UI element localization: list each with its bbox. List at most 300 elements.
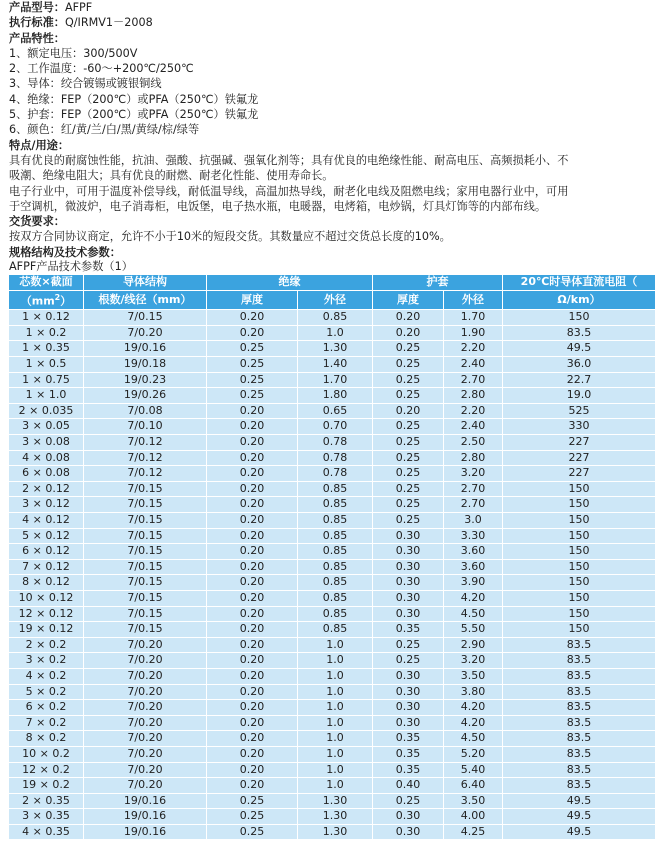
cell-sheath-thickness: 0.30 bbox=[373, 544, 443, 559]
cell-sheath-thickness: 0.30 bbox=[373, 607, 443, 622]
cell-resistance: 150 bbox=[503, 310, 655, 325]
table-row bbox=[9, 575, 655, 590]
header-insulation: 绝缘 bbox=[207, 275, 372, 290]
cell-ins-thickness: 0.20 bbox=[207, 513, 297, 528]
cell-cores-area: 8 × 0.2 bbox=[9, 731, 83, 746]
cell-cores-area: 4 × 0.2 bbox=[9, 669, 83, 684]
cell-sheath-thickness: 0.30 bbox=[373, 575, 443, 590]
features-heading: 产品特性： bbox=[9, 31, 65, 45]
cell-sheath-outer: 4.50 bbox=[444, 731, 502, 746]
cell-cores-area: 7 × 0.12 bbox=[9, 560, 83, 575]
cell-ins-outer: 1.0 bbox=[298, 731, 372, 746]
cell-ins-thickness: 0.20 bbox=[207, 326, 297, 341]
cell-ins-outer: 1.30 bbox=[298, 341, 372, 356]
cell-resistance: 150 bbox=[503, 575, 655, 590]
cell-sheath-outer: 2.20 bbox=[444, 404, 502, 419]
cell-conductor: 7/0.15 bbox=[84, 622, 206, 637]
cell-ins-outer: 1.30 bbox=[298, 825, 372, 840]
cell-sheath-thickness: 0.25 bbox=[373, 466, 443, 481]
header-unit-text: （mm bbox=[20, 294, 55, 308]
cell-ins-outer: 0.65 bbox=[298, 404, 372, 419]
cell-conductor: 7/0.15 bbox=[84, 529, 206, 544]
cell-sheath-outer: 2.50 bbox=[444, 435, 502, 450]
cell-sheath-outer: 5.40 bbox=[444, 763, 502, 778]
spec-heading: 规格结构及技术参数： bbox=[9, 245, 121, 259]
cell-ins-outer: 0.85 bbox=[298, 482, 372, 497]
cell-sheath-outer: 3.60 bbox=[444, 560, 502, 575]
cell-ins-thickness: 0.20 bbox=[207, 560, 297, 575]
cell-sheath-outer: 4.50 bbox=[444, 607, 502, 622]
cell-resistance: 150 bbox=[503, 560, 655, 575]
cell-conductor: 7/0.15 bbox=[84, 560, 206, 575]
cell-ins-thickness: 0.20 bbox=[207, 763, 297, 778]
delivery-heading: 交货要求： bbox=[9, 215, 65, 229]
cell-conductor: 7/0.10 bbox=[84, 419, 206, 434]
feature-item: 1、额定电压：300/500V bbox=[9, 46, 138, 60]
cell-ins-outer: 0.85 bbox=[298, 591, 372, 606]
table-row bbox=[9, 310, 655, 325]
cell-ins-thickness: 0.20 bbox=[207, 591, 297, 606]
table-row bbox=[9, 388, 655, 403]
cell-sheath-outer: 1.70 bbox=[444, 310, 502, 325]
cell-sheath-thickness: 0.30 bbox=[373, 669, 443, 684]
cell-sheath-outer: 3.50 bbox=[444, 669, 502, 684]
cell-sheath-outer: 2.90 bbox=[444, 638, 502, 653]
cell-resistance: 83.5 bbox=[503, 716, 655, 731]
table-row bbox=[9, 716, 655, 731]
cell-sheath-outer: 3.80 bbox=[444, 685, 502, 700]
cell-resistance: 49.5 bbox=[503, 794, 655, 809]
cell-sheath-thickness: 0.30 bbox=[373, 825, 443, 840]
cell-sheath-outer: 2.70 bbox=[444, 373, 502, 388]
cell-conductor: 19/0.16 bbox=[84, 341, 206, 356]
cell-resistance: 83.5 bbox=[503, 763, 655, 778]
cell-sheath-thickness: 0.35 bbox=[373, 622, 443, 637]
cell-sheath-thickness: 0.30 bbox=[373, 685, 443, 700]
cell-cores-area: 7 × 0.2 bbox=[9, 716, 83, 731]
cell-sheath-outer: 2.80 bbox=[444, 451, 502, 466]
cell-ins-outer: 1.0 bbox=[298, 653, 372, 668]
cell-sheath-thickness: 0.25 bbox=[373, 653, 443, 668]
cell-sheath-outer: 3.20 bbox=[444, 466, 502, 481]
cell-cores-area: 3 × 0.12 bbox=[9, 497, 83, 512]
cell-sheath-thickness: 0.25 bbox=[373, 513, 443, 528]
feature-item: 2、工作温度：-60～+200℃/250℃ bbox=[9, 62, 194, 76]
model-line bbox=[9, 0, 651, 15]
cell-resistance: 22.7 bbox=[503, 373, 655, 388]
cell-ins-outer: 1.0 bbox=[298, 685, 372, 700]
table-row bbox=[9, 419, 655, 434]
cell-ins-thickness: 0.20 bbox=[207, 778, 297, 793]
cell-ins-thickness: 0.20 bbox=[207, 731, 297, 746]
cell-sheath-thickness: 0.25 bbox=[373, 482, 443, 497]
feature-item: 4、绝缘：FEP（200℃）或PFA（250℃）铁氟龙 bbox=[9, 92, 259, 106]
cell-resistance: 19.0 bbox=[503, 388, 655, 403]
cell-conductor: 7/0.15 bbox=[84, 607, 206, 622]
cell-sheath-outer: 3.20 bbox=[444, 653, 502, 668]
header-resistance-unit: Ω/km） bbox=[503, 291, 655, 309]
cell-ins-outer: 0.85 bbox=[298, 622, 372, 637]
cell-conductor: 7/0.12 bbox=[84, 466, 206, 481]
cell-conductor: 7/0.20 bbox=[84, 716, 206, 731]
cell-cores-area: 2 × 0.35 bbox=[9, 794, 83, 809]
cell-cores-area: 4 × 0.12 bbox=[9, 513, 83, 528]
cell-conductor: 19/0.16 bbox=[84, 825, 206, 840]
cell-ins-thickness: 0.20 bbox=[207, 607, 297, 622]
cell-sheath-thickness: 0.30 bbox=[373, 700, 443, 715]
cell-sheath-outer: 2.40 bbox=[444, 419, 502, 434]
table-row bbox=[9, 326, 655, 341]
cell-conductor: 7/0.20 bbox=[84, 669, 206, 684]
cell-conductor: 7/0.20 bbox=[84, 653, 206, 668]
table-row bbox=[9, 669, 655, 684]
cell-sheath-thickness: 0.20 bbox=[373, 404, 443, 419]
cell-ins-outer: 1.30 bbox=[298, 794, 372, 809]
cell-ins-outer: 1.80 bbox=[298, 388, 372, 403]
cell-ins-outer: 1.30 bbox=[298, 809, 372, 824]
cell-ins-thickness: 0.25 bbox=[207, 357, 297, 372]
cell-sheath-outer: 2.70 bbox=[444, 482, 502, 497]
cell-cores-area: 4 × 0.08 bbox=[9, 451, 83, 466]
cell-sheath-thickness: 0.25 bbox=[373, 435, 443, 450]
cell-conductor: 7/0.15 bbox=[84, 591, 206, 606]
cell-conductor: 7/0.15 bbox=[84, 513, 206, 528]
cell-cores-area: 1 × 0.35 bbox=[9, 341, 83, 356]
cell-sheath-outer: 2.70 bbox=[444, 497, 502, 512]
cell-ins-outer: 0.85 bbox=[298, 607, 372, 622]
feature-item: 6、颜色：红/黄/兰/白/黑/黄绿/棕/绿等 bbox=[9, 123, 200, 137]
cell-cores-area: 10 × 0.2 bbox=[9, 747, 83, 762]
cell-sheath-outer: 2.80 bbox=[444, 388, 502, 403]
cell-sheath-thickness: 0.25 bbox=[373, 497, 443, 512]
cell-cores-area: 1 × 0.12 bbox=[9, 310, 83, 325]
cell-cores-area: 3 × 0.08 bbox=[9, 435, 83, 450]
cell-cores-area: 3 × 0.35 bbox=[9, 809, 83, 824]
cell-resistance: 227 bbox=[503, 451, 655, 466]
cell-sheath-thickness: 0.25 bbox=[373, 451, 443, 466]
cell-resistance: 36.0 bbox=[503, 357, 655, 372]
header-sheath-outer: 外径 bbox=[444, 291, 502, 309]
table-row bbox=[9, 341, 655, 356]
cell-resistance: 83.5 bbox=[503, 747, 655, 762]
cell-resistance: 150 bbox=[503, 607, 655, 622]
cell-conductor: 19/0.16 bbox=[84, 794, 206, 809]
cell-conductor: 7/0.08 bbox=[84, 404, 206, 419]
cell-ins-outer: 1.0 bbox=[298, 716, 372, 731]
cell-cores-area: 1 × 0.75 bbox=[9, 373, 83, 388]
table-row bbox=[9, 435, 655, 450]
cell-conductor: 7/0.15 bbox=[84, 497, 206, 512]
uses-heading: 特点/用途： bbox=[9, 138, 70, 152]
cell-conductor: 7/0.15 bbox=[84, 575, 206, 590]
table-row bbox=[9, 809, 655, 824]
cell-sheath-outer: 3.30 bbox=[444, 529, 502, 544]
cell-cores-area: 6 × 0.08 bbox=[9, 466, 83, 481]
cell-sheath-thickness: 0.25 bbox=[373, 388, 443, 403]
cell-sheath-outer: 2.20 bbox=[444, 341, 502, 356]
cell-ins-thickness: 0.25 bbox=[207, 373, 297, 388]
cell-resistance: 227 bbox=[503, 435, 655, 450]
cell-conductor: 19/0.16 bbox=[84, 809, 206, 824]
cell-ins-outer: 1.0 bbox=[298, 638, 372, 653]
cell-cores-area: 8 × 0.12 bbox=[9, 575, 83, 590]
cell-cores-area: 1 × 0.5 bbox=[9, 357, 83, 372]
cell-ins-thickness: 0.20 bbox=[207, 404, 297, 419]
cell-ins-thickness: 0.20 bbox=[207, 544, 297, 559]
cell-ins-thickness: 0.20 bbox=[207, 653, 297, 668]
cell-ins-outer: 1.0 bbox=[298, 700, 372, 715]
cell-sheath-thickness: 0.40 bbox=[373, 778, 443, 793]
cell-sheath-outer: 3.90 bbox=[444, 575, 502, 590]
uses-text: 吸潮、绝缘电阻大；具有优良的耐燃、耐老化性能、使用寿命长。 bbox=[9, 169, 334, 183]
table-row bbox=[9, 544, 655, 559]
uses-text: 电子行业中，可用于温度补偿导线，耐低温导线，高温加热导线，耐老化电线及阻燃电线；家用电器行业中，可用 bbox=[9, 184, 569, 198]
cell-sheath-thickness: 0.20 bbox=[373, 326, 443, 341]
cell-sheath-outer: 1.90 bbox=[444, 326, 502, 341]
cell-sheath-thickness: 0.30 bbox=[373, 716, 443, 731]
header-conductor-sub: 根数/线径（mm） bbox=[84, 291, 206, 309]
table-row bbox=[9, 529, 655, 544]
cell-cores-area: 2 × 0.2 bbox=[9, 638, 83, 653]
table-row bbox=[9, 591, 655, 606]
cell-ins-thickness: 0.20 bbox=[207, 529, 297, 544]
cell-ins-outer: 0.85 bbox=[298, 575, 372, 590]
delivery-text: 按双方合同协议商定，允许不小于10米的短段交货。其数量应不超过交货总长度的10%。 bbox=[9, 230, 451, 244]
header-cores-area: 芯数×截面 bbox=[9, 275, 83, 290]
standard-label: 执行标准： bbox=[9, 16, 65, 30]
cell-sheath-thickness: 0.25 bbox=[373, 341, 443, 356]
table-row bbox=[9, 451, 655, 466]
cell-ins-thickness: 0.20 bbox=[207, 482, 297, 497]
cell-resistance: 83.5 bbox=[503, 778, 655, 793]
cell-ins-thickness: 0.20 bbox=[207, 419, 297, 434]
cell-ins-thickness: 0.20 bbox=[207, 451, 297, 466]
cell-resistance: 49.5 bbox=[503, 341, 655, 356]
cell-ins-outer: 1.0 bbox=[298, 763, 372, 778]
cell-sheath-thickness: 0.30 bbox=[373, 560, 443, 575]
cell-sheath-outer: 5.20 bbox=[444, 747, 502, 762]
table-row bbox=[9, 497, 655, 512]
cell-cores-area: 6 × 0.2 bbox=[9, 700, 83, 715]
cell-conductor: 7/0.12 bbox=[84, 451, 206, 466]
table-row bbox=[9, 482, 655, 497]
table-row bbox=[9, 794, 655, 809]
cell-sheath-outer: 4.20 bbox=[444, 716, 502, 731]
cell-resistance: 525 bbox=[503, 404, 655, 419]
model-label: 产品型号： bbox=[9, 1, 65, 14]
cell-ins-outer: 0.85 bbox=[298, 560, 372, 575]
cell-resistance: 83.5 bbox=[503, 653, 655, 668]
cell-sheath-outer: 2.40 bbox=[444, 357, 502, 372]
cell-ins-outer: 1.40 bbox=[298, 357, 372, 372]
cell-ins-thickness: 0.20 bbox=[207, 700, 297, 715]
cell-resistance: 330 bbox=[503, 419, 655, 434]
table-row bbox=[9, 607, 655, 622]
cell-resistance: 150 bbox=[503, 544, 655, 559]
cell-conductor: 7/0.20 bbox=[84, 731, 206, 746]
cell-cores-area: 12 × 0.2 bbox=[9, 763, 83, 778]
cell-ins-outer: 1.0 bbox=[298, 778, 372, 793]
cell-ins-thickness: 0.25 bbox=[207, 388, 297, 403]
cell-resistance: 227 bbox=[503, 466, 655, 481]
uses-text: 具有优良的耐腐蚀性能，抗油、强酸、抗强碱、强氧化剂等；具有优良的电绝缘性能、耐高电压、高频损耗小、不 bbox=[9, 153, 569, 167]
cell-cores-area: 2 × 0.035 bbox=[9, 404, 83, 419]
cell-sheath-thickness: 0.25 bbox=[373, 638, 443, 653]
cell-resistance: 150 bbox=[503, 622, 655, 637]
header-unit-close: ） bbox=[60, 294, 72, 308]
cell-conductor: 7/0.15 bbox=[84, 544, 206, 559]
cell-ins-outer: 0.78 bbox=[298, 451, 372, 466]
cell-cores-area: 4 × 0.35 bbox=[9, 825, 83, 840]
table-row bbox=[9, 731, 655, 746]
cell-sheath-outer: 4.20 bbox=[444, 700, 502, 715]
cell-sheath-outer: 5.50 bbox=[444, 622, 502, 637]
cell-resistance: 83.5 bbox=[503, 638, 655, 653]
cell-conductor: 7/0.12 bbox=[84, 435, 206, 450]
spec-table bbox=[8, 274, 656, 840]
table-row bbox=[9, 622, 655, 637]
cell-cores-area: 1 × 1.0 bbox=[9, 388, 83, 403]
table-row bbox=[9, 357, 655, 372]
cell-sheath-outer: 6.40 bbox=[444, 778, 502, 793]
table-row bbox=[9, 466, 655, 481]
cell-cores-area: 6 × 0.12 bbox=[9, 544, 83, 559]
cell-ins-thickness: 0.20 bbox=[207, 497, 297, 512]
cell-sheath-outer: 4.25 bbox=[444, 825, 502, 840]
cell-resistance: 49.5 bbox=[503, 809, 655, 824]
header-unit bbox=[9, 291, 83, 309]
cell-resistance: 83.5 bbox=[503, 685, 655, 700]
cell-sheath-thickness: 0.25 bbox=[373, 373, 443, 388]
table-row bbox=[9, 825, 655, 840]
cell-conductor: 7/0.15 bbox=[84, 310, 206, 325]
feature-item: 5、护套：FEP（200℃）或PFA（250℃）铁氟龙 bbox=[9, 108, 259, 122]
cell-cores-area: 3 × 0.2 bbox=[9, 653, 83, 668]
uses-text: 于空调机，微波炉，电子消毒柜，电饭堡，电子热水瓶，电暖器，电烤箱，电炒锅，灯具灯饰等的内部布线。 bbox=[9, 199, 547, 213]
cell-sheath-outer: 3.0 bbox=[444, 513, 502, 528]
cell-sheath-thickness: 0.30 bbox=[373, 529, 443, 544]
cell-sheath-thickness: 0.25 bbox=[373, 794, 443, 809]
table-row bbox=[9, 638, 655, 653]
table-row bbox=[9, 513, 655, 528]
cell-sheath-outer: 3.60 bbox=[444, 544, 502, 559]
cell-conductor: 7/0.20 bbox=[84, 763, 206, 778]
cell-resistance: 83.5 bbox=[503, 731, 655, 746]
cell-sheath-thickness: 0.35 bbox=[373, 731, 443, 746]
table-row bbox=[9, 404, 655, 419]
cell-ins-outer: 0.78 bbox=[298, 466, 372, 481]
cell-conductor: 7/0.20 bbox=[84, 638, 206, 653]
table-caption: AFPF产品技术参数（1） bbox=[9, 260, 133, 274]
header-ins-thickness: 厚度 bbox=[207, 291, 297, 309]
cell-ins-thickness: 0.20 bbox=[207, 310, 297, 325]
cell-ins-outer: 0.85 bbox=[298, 513, 372, 528]
cell-conductor: 7/0.20 bbox=[84, 685, 206, 700]
cell-ins-outer: 0.70 bbox=[298, 419, 372, 434]
cell-ins-outer: 0.85 bbox=[298, 529, 372, 544]
header-unit-sup: 2 bbox=[54, 293, 61, 303]
cell-ins-outer: 1.0 bbox=[298, 326, 372, 341]
cell-ins-thickness: 0.20 bbox=[207, 747, 297, 762]
cell-conductor: 19/0.23 bbox=[84, 373, 206, 388]
cell-sheath-thickness: 0.35 bbox=[373, 763, 443, 778]
cell-ins-outer: 0.85 bbox=[298, 310, 372, 325]
cell-cores-area: 2 × 0.12 bbox=[9, 482, 83, 497]
cell-sheath-thickness: 0.25 bbox=[373, 419, 443, 434]
cell-ins-thickness: 0.20 bbox=[207, 669, 297, 684]
header-conductor: 导体结构 bbox=[84, 275, 206, 290]
cell-sheath-outer: 3.50 bbox=[444, 794, 502, 809]
header-resistance: 20℃时导体直流电阻（ bbox=[503, 275, 655, 290]
cell-sheath-thickness: 0.30 bbox=[373, 809, 443, 824]
cell-cores-area: 12 × 0.12 bbox=[9, 607, 83, 622]
cell-ins-thickness: 0.20 bbox=[207, 685, 297, 700]
cell-ins-thickness: 0.20 bbox=[207, 716, 297, 731]
cell-conductor: 7/0.20 bbox=[84, 326, 206, 341]
cell-cores-area: 1 × 0.2 bbox=[9, 326, 83, 341]
cell-resistance: 83.5 bbox=[503, 326, 655, 341]
cell-cores-area: 19 × 0.2 bbox=[9, 778, 83, 793]
cell-resistance: 150 bbox=[503, 497, 655, 512]
cell-conductor: 7/0.20 bbox=[84, 747, 206, 762]
cell-cores-area: 5 × 0.2 bbox=[9, 685, 83, 700]
standard-value: Q/IRMV1－2008 bbox=[64, 16, 153, 30]
cell-resistance: 150 bbox=[503, 482, 655, 497]
cell-resistance: 150 bbox=[503, 529, 655, 544]
table-row bbox=[9, 778, 655, 793]
cell-ins-thickness: 0.25 bbox=[207, 809, 297, 824]
cell-ins-outer: 1.0 bbox=[298, 669, 372, 684]
header-sheath-thickness: 厚度 bbox=[373, 291, 443, 309]
cell-ins-thickness: 0.25 bbox=[207, 794, 297, 809]
table-row bbox=[9, 763, 655, 778]
cell-sheath-outer: 4.00 bbox=[444, 809, 502, 824]
cell-resistance: 150 bbox=[503, 591, 655, 606]
cell-resistance: 83.5 bbox=[503, 700, 655, 715]
standard-line bbox=[9, 15, 651, 30]
cell-ins-thickness: 0.20 bbox=[207, 575, 297, 590]
cell-cores-area: 5 × 0.12 bbox=[9, 529, 83, 544]
cell-resistance: 49.5 bbox=[503, 825, 655, 840]
cell-conductor: 19/0.26 bbox=[84, 388, 206, 403]
cell-ins-outer: 1.0 bbox=[298, 747, 372, 762]
table-row bbox=[9, 700, 655, 715]
cell-cores-area: 3 × 0.05 bbox=[9, 419, 83, 434]
cell-conductor: 19/0.18 bbox=[84, 357, 206, 372]
cell-cores-area: 10 × 0.12 bbox=[9, 591, 83, 606]
cell-conductor: 7/0.20 bbox=[84, 778, 206, 793]
cell-sheath-outer: 4.20 bbox=[444, 591, 502, 606]
table-row bbox=[9, 653, 655, 668]
cell-ins-thickness: 0.20 bbox=[207, 622, 297, 637]
header-ins-outer: 外径 bbox=[298, 291, 372, 309]
cell-conductor: 7/0.20 bbox=[84, 700, 206, 715]
table-row bbox=[9, 747, 655, 762]
cell-cores-area: 19 × 0.12 bbox=[9, 622, 83, 637]
header-sheath: 护套 bbox=[373, 275, 502, 290]
cell-conductor: 7/0.15 bbox=[84, 482, 206, 497]
cell-sheath-thickness: 0.25 bbox=[373, 357, 443, 372]
cell-ins-thickness: 0.20 bbox=[207, 638, 297, 653]
cell-sheath-thickness: 0.20 bbox=[373, 310, 443, 325]
table-row bbox=[9, 373, 655, 388]
cell-ins-outer: 0.85 bbox=[298, 497, 372, 512]
spec-table-body bbox=[9, 310, 655, 839]
cell-sheath-thickness: 0.35 bbox=[373, 747, 443, 762]
cell-ins-outer: 0.78 bbox=[298, 435, 372, 450]
cell-ins-thickness: 0.25 bbox=[207, 341, 297, 356]
cell-resistance: 83.5 bbox=[503, 669, 655, 684]
